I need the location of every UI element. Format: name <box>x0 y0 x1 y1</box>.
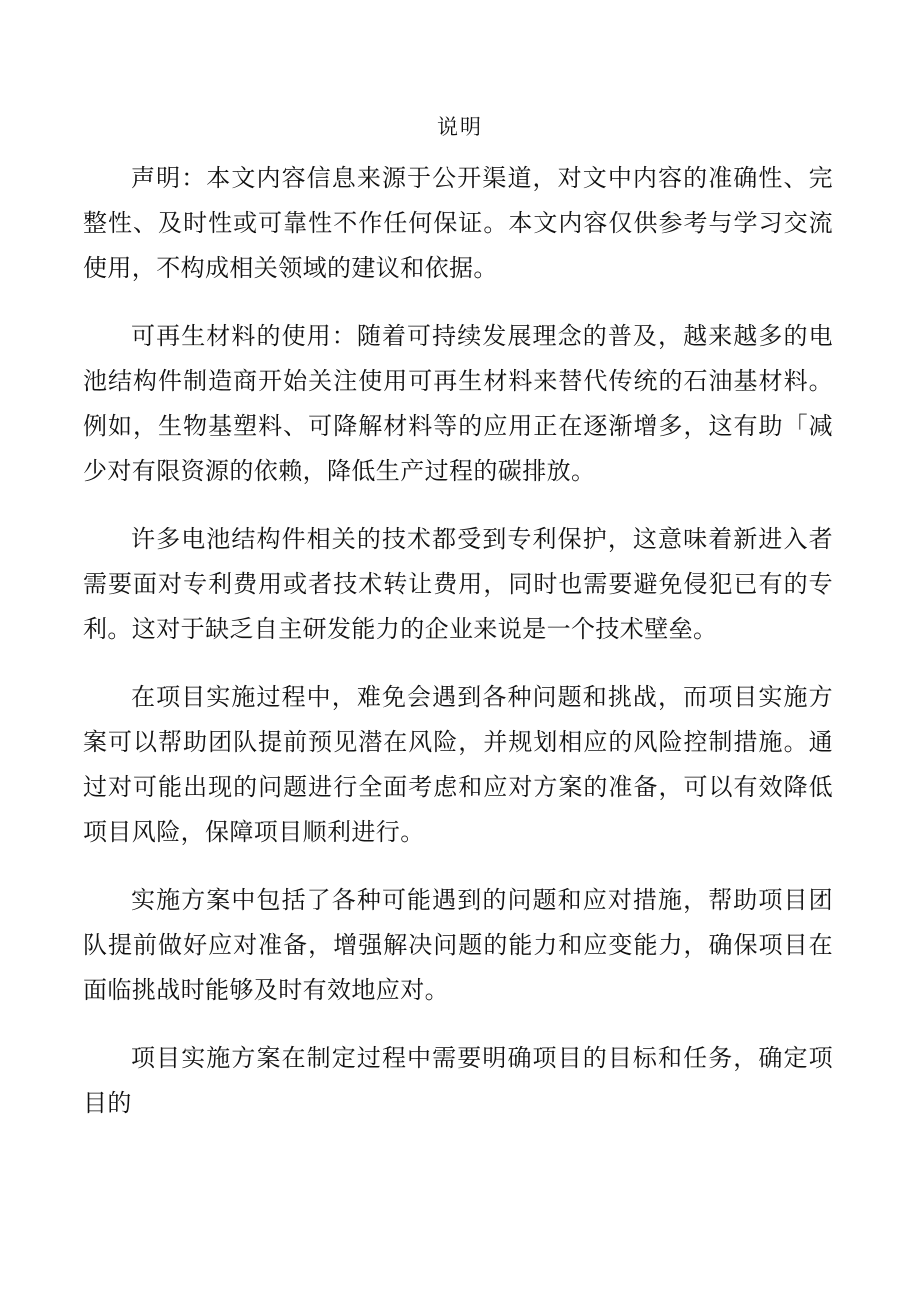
paragraph-disclaimer: 声明：本文内容信息来源于公开渠道，对文中内容的准确性、完整性、及时性或可靠性不作任何保证。本文内容仅供参考与学习交流使用，不构成相关领域的建议和依据。 <box>83 164 833 282</box>
paragraph-renewable-materials: 可再生材料的使用：随着可持续发展理念的普及，越来越多的电池结构件制造商开始关注使用可再生材料来替代传统的石油基材料。例如，生物基塑料、可降解材料等的应用正在逐渐增多，这有助「减少对有限资源的依赖，降低生产过程的碳排放。 <box>83 322 833 485</box>
paragraph-project-goals: 项目实施方案在制定过程中需要明确项目的目标和任务，确定项目的 <box>83 1044 833 1117</box>
document-body <box>83 156 833 1149</box>
paragraph-patent-barrier: 许多电池结构件相关的技术都受到专利保护，这意味着新进入者需要面对专利费用或者技术转让费用，同时也需要避免侵犯已有的专利。这对于缺乏自主研发能力的企业来说是一个技术壁垒。 <box>83 525 833 643</box>
paragraph-response-measures: 实施方案中包括了各种可能遇到的问题和应对措施，帮助项目团队提前做好应对准备，增强解决问题的能力和应变能力，确保项目在面临挑战时能够及时有效地应对。 <box>83 886 833 1004</box>
paragraph-risk-control: 在项目实施过程中，难免会遇到各种问题和挑战，而项目实施方案可以帮助团队提前预见潜在风险，并规划相应的风险控制措施。通过对可能出现的问题进行全面考虑和应对方案的准备，可以有效降低项目风险，保障项目顺利进行。 <box>83 683 833 846</box>
page-title: 说明 <box>437 115 483 139</box>
